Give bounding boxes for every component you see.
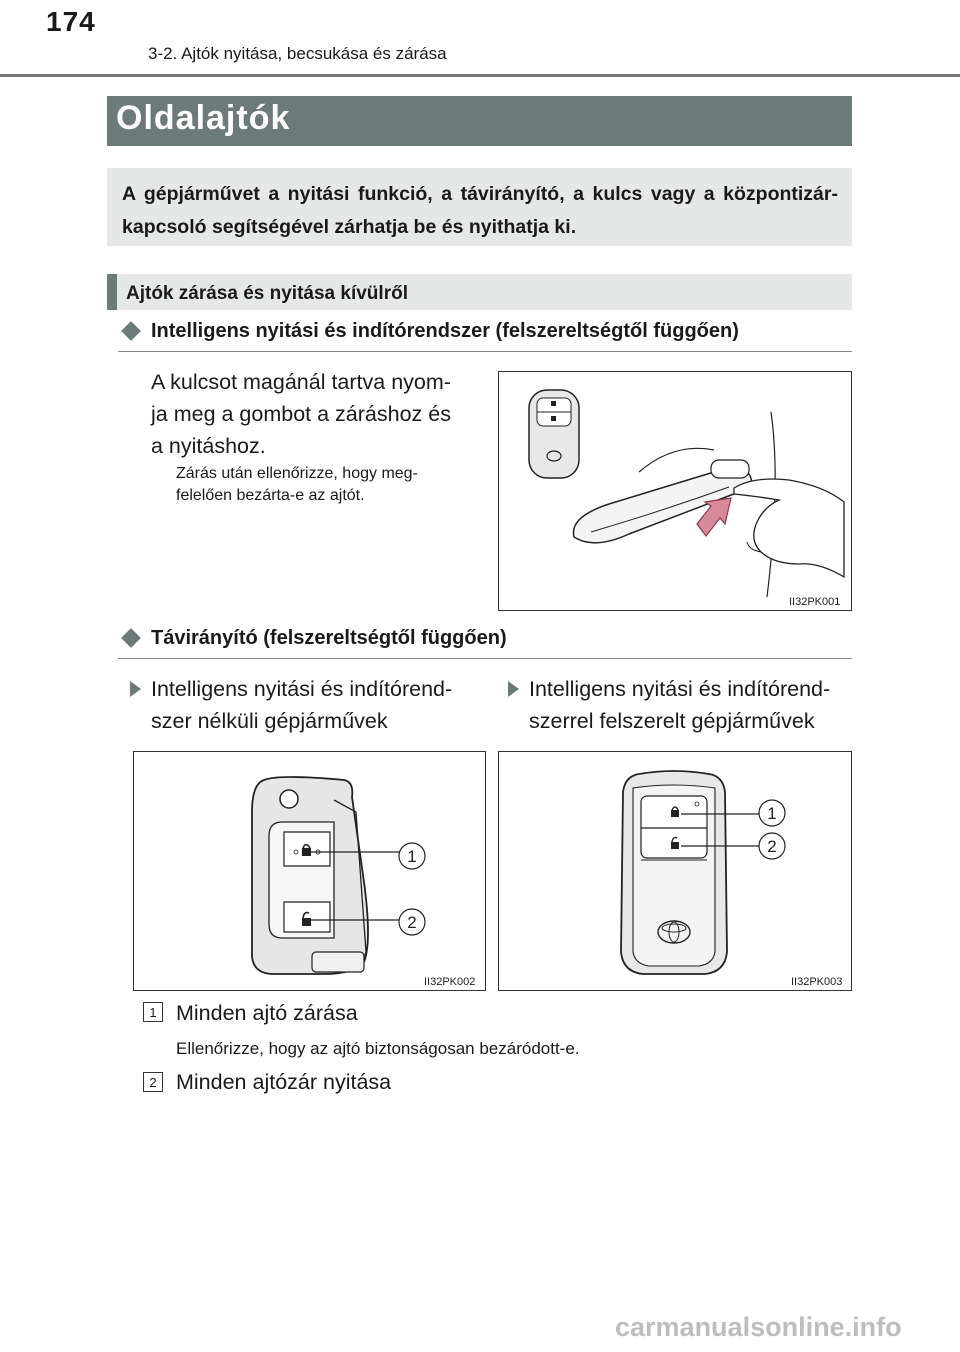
callout-2: 2 <box>407 913 417 932</box>
diamond-bullet-icon <box>121 321 141 341</box>
callout-1: 1 <box>407 847 417 866</box>
legend-item-2: Minden ajtózár nyitása <box>176 1070 392 1094</box>
header-rule <box>0 74 960 77</box>
callout-1: 1 <box>767 804 777 823</box>
callout-number-1: 1 <box>143 1002 163 1022</box>
intro-text: A gépjárművet a nyitási funkció, a távirányító, a kulcs vagy a központizár-kapcsoló segítségével zárhatja be és nyithatja ki. <box>122 183 838 238</box>
column-2-label: Intelligens nyitási és indítórend- szerrel felszerelt gépjárművek <box>529 677 831 733</box>
chapter-header: 3-2. Ajtók nyitása, becsukása és zárása <box>148 44 447 63</box>
column-1-label: Intelligens nyitási és indítórend- szer nélküli gépjárművek <box>151 677 453 733</box>
page-number: 174 <box>46 6 96 37</box>
legend-item-1: Minden ajtó zárása <box>176 1001 358 1025</box>
callout-number-2: 2 <box>143 1072 163 1092</box>
smart-key-figure <box>498 751 852 991</box>
watermark: carmanualsonline.info <box>615 1312 902 1342</box>
smart-entry-note: Zárás után ellenőrizze, hogy meg- felelően bezárta-e az ajtót. <box>176 465 418 504</box>
callout-2: 2 <box>767 837 777 856</box>
figure-id: II32PK002 <box>424 976 476 988</box>
remote-heading: Távirányító (felszereltségtől függően) <box>151 627 507 649</box>
section-heading: Ajtók zárása és nyitása kívülről <box>126 283 408 304</box>
door-handle-illustration <box>499 372 851 610</box>
triangle-bullet-icon <box>508 681 519 697</box>
flip-key-figure <box>133 751 486 991</box>
smart-entry-heading: Intelligens nyitási és indítórendszer (felszereltségtől függően) <box>151 320 739 342</box>
figure-id: II32PK003 <box>791 976 843 988</box>
triangle-bullet-icon <box>130 681 141 697</box>
page-title: Oldalajtók <box>116 99 291 137</box>
heading-rule <box>118 658 852 659</box>
figure-id: II32PK001 <box>789 596 841 608</box>
diamond-bullet-icon <box>121 628 141 648</box>
smart-entry-body: A kulcsot magánál tartva nyom- ja meg a gombot a záráshoz és a nyitáshoz. <box>151 370 451 458</box>
door-handle-figure <box>498 371 852 611</box>
legend-item-1-note: Ellenőrizze, hogy az ajtó biztonságosan bezáródott-e. <box>176 1039 580 1058</box>
heading-rule <box>118 351 852 352</box>
